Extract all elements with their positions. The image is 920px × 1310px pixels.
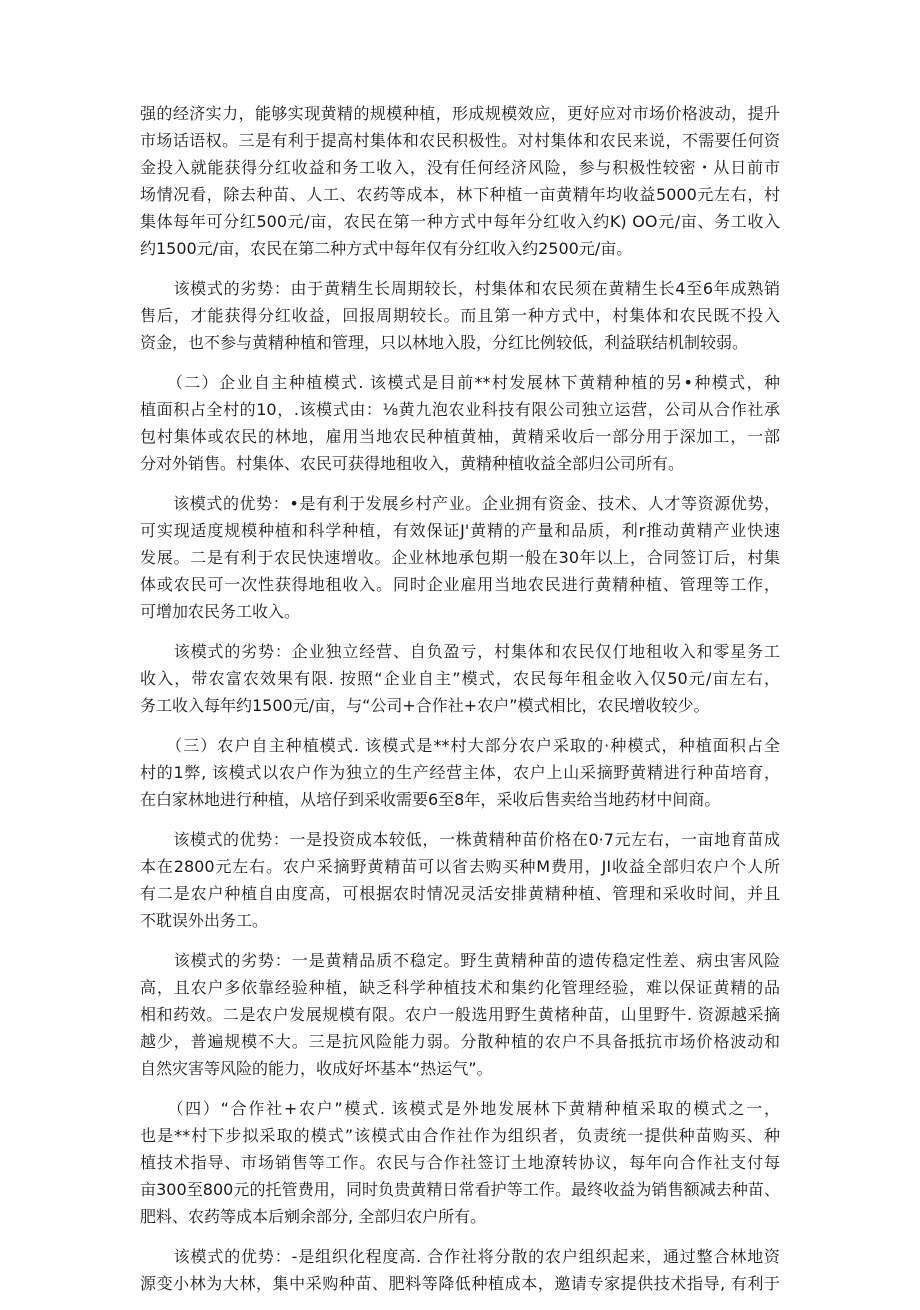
paragraph-line: 相和药效。二是农户发展规模有限。农户一般选用野生黄楮种苗，山里野牛. 资源越采摘 xyxy=(140,1005,780,1024)
paragraph-line: 在白家林地进行种植，从培仔到采收需要6至8年，采收后售卖给当地药材中间商。 xyxy=(140,790,721,809)
body-paragraph xyxy=(140,826,780,934)
paragraph-line: 也是**村下步拟采取的模式”该模式由合作社作为组织者，负责统一提供种苗购买、种 xyxy=(140,1126,780,1145)
body-paragraph xyxy=(140,947,780,1082)
paragraph-line: 亩300至800元的托管费用，同时负贵黄精日常看护等工作。最终收益为销售额减去种苗、 xyxy=(140,1180,780,1199)
paragraph-line: 高，且农户多依靠经验种植，缺乏科学种植技术和集约化管理经验，难以保证黄精的品 xyxy=(140,978,780,997)
paragraph-line: 该模式的劣势：企业独立经营、自负盈亏，村集体和农民仅仃地租收入和零星务工 xyxy=(140,642,780,661)
paragraph-line: 源变小林为大林，集中采购种苗、肥料等降低种植成本，邀请专家提供技术指导, 有利于 xyxy=(140,1274,780,1293)
body-paragraph xyxy=(140,490,780,625)
paragraph-line: 强的经济实力，能够实现黄精的规模种植，形成规模效应，更好应对市场价格波动，提升 xyxy=(140,104,780,123)
paragraph-line: 金投入就能获得分红收益和务工收入，没有任何经济风险，参与积极性较密・从日前市 xyxy=(140,158,780,177)
body-paragraph xyxy=(140,1095,780,1230)
paragraph-line: 该模式的劣势：由于黄精生长周期较长，村集体和农民须在黄精生长4至6年成熟销 xyxy=(140,279,780,298)
paragraph-line: 场情况看，除去种苗、人工、农药等成本，林下种植一亩黄精年均收益5000元左右，村 xyxy=(140,185,780,204)
paragraph-line: 村的1弊, 该模式以农户作为独立的生产经营主体，农户上山采摘野黄精进行种苗培育， xyxy=(140,763,780,782)
paragraph-line: （三）农户自主种植模式. 该模式是**村大部分农户采取的·种模式，种植面积占全 xyxy=(140,736,780,755)
paragraph-line: 该模式的优势：•是有利于发展乡村产业。企业拥有资金、技术、人才等资源优势， xyxy=(140,494,780,513)
paragraph-line: 发展。二是有利于农民快速增收。企业林地承包期一般在30年以上，合同签订后，村集 xyxy=(140,548,780,567)
body-paragraph xyxy=(140,1243,780,1297)
paragraph-line: 分对外销售。村集体、农民可获得地租收入，黄精种植收益全部归公司所有。 xyxy=(140,454,685,473)
paragraph-line: 该模式的优势：一是投资成本较低，一株黄精种苗价格在0·7元左右，一亩地育苗成 xyxy=(140,830,780,849)
body-paragraph xyxy=(140,275,780,356)
paragraph-line: （四）“合作社+农户”模式. 该模式是外地发展林下黄精种植采取的模式之一， xyxy=(140,1099,780,1118)
paragraph-line: （二）企业自主种植模式. 该模式是目前**村发展林下黄精种植的另•种模式，种 xyxy=(140,373,780,392)
paragraph-line: 有二是农户种植自由度高，可根据农时情况灵活安排黄精种植、管理和采收时间，并且 xyxy=(140,884,780,903)
paragraph-line: 务工收入每年约1500元/亩，与“公司+合作社+农户”模式相比，农民增收较少。 xyxy=(140,696,710,715)
document-page xyxy=(140,100,780,1310)
paragraph-line: 植技术指导、市场销售等工作。农民与合作社签订土地潦转协议，每年向合作社支付每 xyxy=(140,1153,780,1172)
body-paragraph xyxy=(140,638,780,719)
paragraph-line: 资金，也不参与黄精种植和管理，只以林地入股，分红比例较低，利益联结机制较弱。 xyxy=(140,333,749,352)
paragraph-line: 售后，才能获得分红收益，回报周期较长。而且第一种方式中，村集体和农民既不投入 xyxy=(140,306,780,325)
paragraph-line: 包村集体或农民的林地，雇用当地农民种植黄柚，黄精采收后一部分用于深加工，一部 xyxy=(140,427,780,446)
paragraph-line: 肥料、农药等成本后剜余部分, 全部归农户所有。 xyxy=(140,1207,487,1226)
paragraph-line: 市场话语权。三是有利于提高村集体和农民积极性。对村集体和农民来说，不需要任何资 xyxy=(140,131,780,150)
paragraph-line: 体或农民可一次性获得地租收入。同时企业雇用当地农民进行黄精种植、管理等工作， xyxy=(140,575,780,594)
paragraph-line: 本在2800元左右。农户采摘野黄精苗可以省去购买种M费用，JI收益全部归农户个人所 xyxy=(140,857,780,876)
paragraph-line: 约1500元/亩，农民在第二种方式中每年仅有分红收入约2500元/亩。 xyxy=(140,239,633,258)
paragraph-line: 该模式的劣势：一是黄精品质不稳定。野生黄精种苗的遗传稳定性差、病虫害风险 xyxy=(140,951,780,970)
paragraph-line: 该模式的优势：-是组织化程度高. 合作社将分散的农户组织起来，通过整合林地资 xyxy=(140,1247,780,1266)
paragraph-line: 植面积占全村的10，.该模式由：⅛黄九泡农业科技有限公司独立运营，公司从合作社承 xyxy=(140,400,780,419)
paragraph-line: 可实现适度规模种植和科学种植，有效保证J'黄精的产量和品质，利r推动黄精产业快速 xyxy=(140,521,780,540)
paragraph-line: 收入，带农富农效果有限. 按照“企业自主”模式，农民每年租金收入仅50元/亩左右， xyxy=(140,669,780,688)
body-paragraph xyxy=(140,732,780,813)
paragraph-line: 不耽误外出务工。 xyxy=(140,911,269,930)
paragraph-line: 可增加农民务工收入。 xyxy=(140,602,301,621)
paragraph-line: 越少，普遍规模不大。三是抗风险能力弱。分散种植的农户不具备抵抗市场价格波动和 xyxy=(140,1032,780,1051)
body-paragraph xyxy=(140,100,780,262)
body-paragraph xyxy=(140,369,780,477)
paragraph-line: 自然灾害等风险的能力，收成好坏基本“热运气”。 xyxy=(140,1059,493,1078)
paragraph-line: 集体每年可分红500元/亩，农民在第一种方式中每年分红收入约K) OO元/亩、务工收入 xyxy=(140,212,780,231)
